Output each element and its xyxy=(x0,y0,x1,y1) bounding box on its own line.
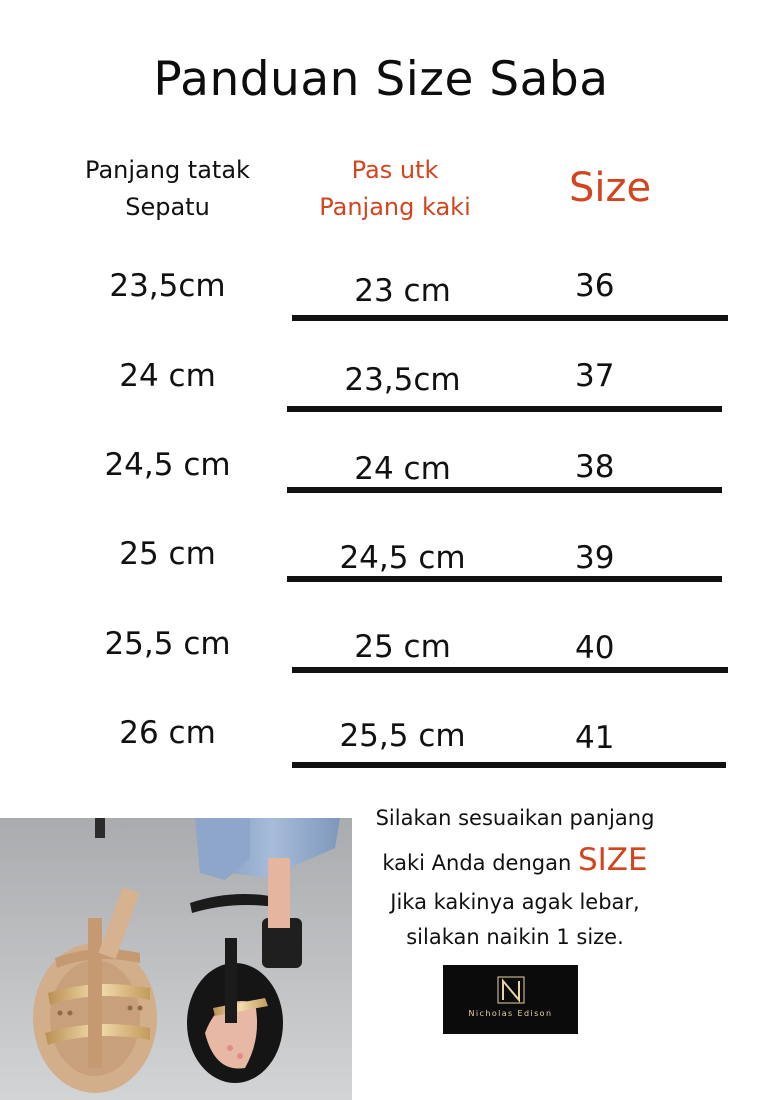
header-size: Size xyxy=(568,165,652,211)
note-size-accent: SIZE xyxy=(577,842,648,878)
note-line-3: Jika kakinya agak lebar, xyxy=(390,890,640,914)
brand-name: Nicholas Edison xyxy=(468,1009,553,1018)
row-3-divider xyxy=(287,487,722,493)
note-line-2-text: kaki Anda dengan xyxy=(382,851,572,875)
row-6-foot-length: 25,5 cm xyxy=(339,718,466,754)
row-4-foot-length: 24,5 cm xyxy=(339,540,466,576)
row-1-size: 36 xyxy=(575,268,615,304)
row-1-foot-length: 23 cm xyxy=(354,273,451,309)
header-foot-length xyxy=(290,152,500,226)
row-4-shoe-length: 25 cm xyxy=(119,536,216,572)
note-line-1: Silakan sesuaikan panjang xyxy=(375,806,655,830)
header-shoe-length-line2: Sepatu xyxy=(125,193,210,221)
brand-logo xyxy=(443,965,578,1034)
row-3-shoe-length: 24,5 cm xyxy=(104,447,231,483)
row-5-divider xyxy=(292,667,728,673)
row-1-shoe-length: 23,5cm xyxy=(109,268,226,304)
row-6-size: 41 xyxy=(575,720,615,756)
row-5-foot-length: 25 cm xyxy=(354,629,451,665)
row-3-size: 38 xyxy=(575,449,615,485)
row-5-shoe-length: 25,5 cm xyxy=(104,626,231,662)
row-3-foot-length: 24 cm xyxy=(354,451,451,487)
note-line-4: silakan naikin 1 size. xyxy=(406,925,624,949)
header-shoe-length xyxy=(60,152,275,226)
row-1-divider xyxy=(292,315,728,321)
row-6-divider xyxy=(292,762,726,768)
row-6-shoe-length: 26 cm xyxy=(119,715,216,751)
brand-monogram-icon xyxy=(443,965,578,1009)
sandals-photo xyxy=(0,818,352,1100)
header-shoe-length-line1: Panjang tatak xyxy=(85,156,250,184)
row-5-size: 40 xyxy=(575,630,615,666)
row-2-size: 37 xyxy=(575,358,615,394)
row-2-shoe-length: 24 cm xyxy=(119,358,216,394)
note-line-2 xyxy=(352,842,678,878)
row-4-divider xyxy=(287,576,722,582)
row-4-size: 39 xyxy=(575,540,615,576)
page-title: Panduan Size Saba xyxy=(153,52,609,107)
header-foot-length-line1: Pas utk xyxy=(351,156,439,184)
header-foot-length-line2: Panjang kaki xyxy=(319,193,471,221)
row-2-divider xyxy=(287,406,722,412)
row-2-foot-length: 23,5cm xyxy=(344,362,461,398)
